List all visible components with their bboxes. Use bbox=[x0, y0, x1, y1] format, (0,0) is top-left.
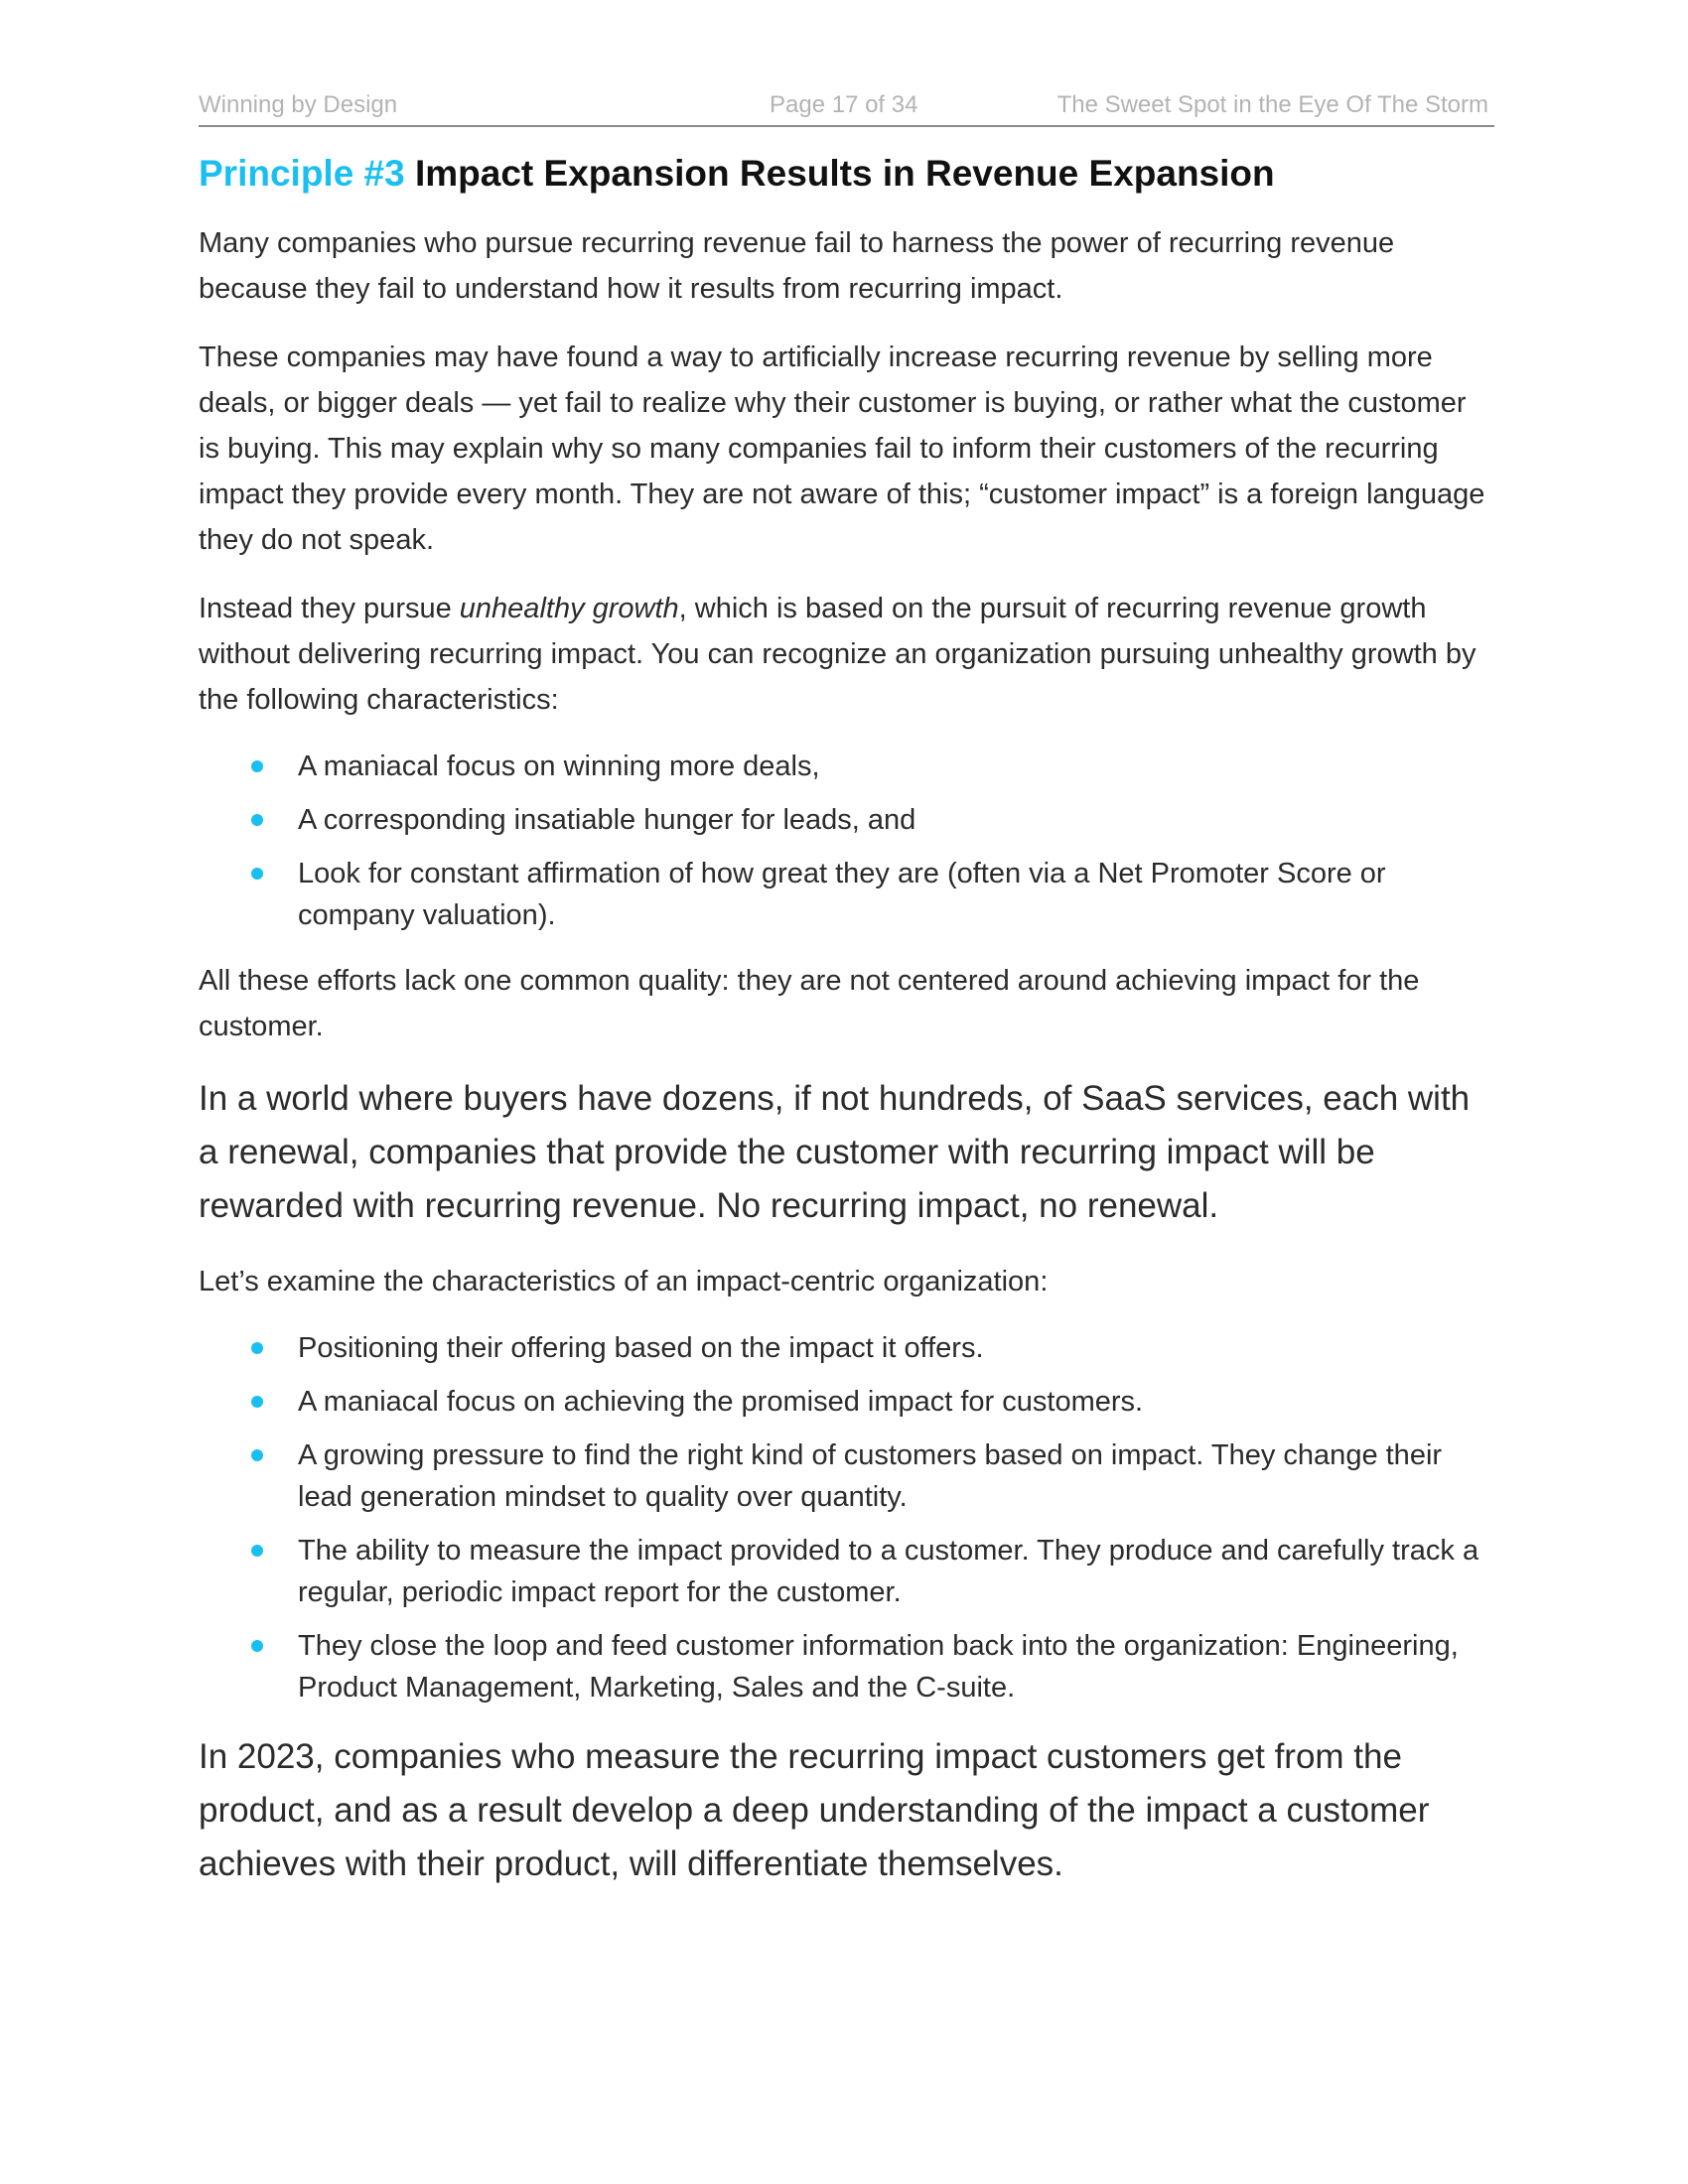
list-item: Look for constant affirmation of how great they are (often via a Net Promoter Score or company valuation). bbox=[199, 853, 1494, 936]
bullet-icon bbox=[251, 1640, 263, 1652]
bullet-icon bbox=[251, 1396, 263, 1408]
paragraph-impact-centric-intro: Let’s examine the characteristics of an impact-centric organization: bbox=[199, 1266, 1049, 1297]
unhealthy-characteristics-list bbox=[199, 746, 1494, 936]
list-item: A maniacal focus on achieving the promised impact for customers. bbox=[199, 1381, 1494, 1423]
page-content bbox=[199, 147, 1494, 1917]
list-item: Positioning their offering based on the impact it offers. bbox=[199, 1327, 1494, 1369]
emphasis-unhealthy-growth: unhealthy growth bbox=[459, 593, 679, 624]
bullet-icon bbox=[251, 1449, 263, 1461]
paragraph-artificial-growth: These companies may have found a way to artificially increase recurring revenue by selling more deals, or bigger deals — yet fail to realize why their customer is buying, or rather what the customer is buying. This may explain why so many companies fail to inform their customers of the recurring impact they provide every month. They are not aware of this; “customer impact” is a foreign language they do not speak. bbox=[199, 341, 1485, 556]
header-document-title: The Sweet Spot in the Eye Of The Storm bbox=[1056, 91, 1488, 118]
header-publisher: Winning by Design bbox=[199, 91, 398, 118]
callout-2023-differentiation: In 2023, companies who measure the recurring impact customers get from the product, and as a result develop a deep understanding of the impact a customer achieves with their product, will differentiate themselves. bbox=[199, 1737, 1430, 1883]
header-page-number: Page 17 of 34 bbox=[770, 91, 918, 118]
principle-number: Principle #3 bbox=[199, 153, 405, 194]
impact-characteristics-list bbox=[199, 1327, 1494, 1708]
list-item: They close the loop and feed customer information back into the organization: Engineering, Product Management, Marketing, Sales and the C-suite. bbox=[199, 1625, 1494, 1708]
paragraph-intro: Many companies who pursue recurring revenue fail to harness the power of recurring revenue because they fail to understand how it results from recurring impact. bbox=[199, 227, 1395, 305]
list-item: A corresponding insatiable hunger for leads, and bbox=[199, 799, 1494, 841]
paragraph-unhealthy-growth: Instead they pursue unhealthy growth, which is based on the pursuit of recurring revenue growth without delivering recurring impact. You can recognize an organization pursuing unhealthy growth by the following characteristics: bbox=[199, 593, 1477, 716]
section-title: Impact Expansion Results in Revenue Expansion bbox=[415, 153, 1275, 194]
section-heading bbox=[199, 147, 1494, 201]
paragraph-common-quality: All these efforts lack one common quality: they are not centered around achieving impact for the customer. bbox=[199, 965, 1420, 1042]
callout-recurring-impact: In a world where buyers have dozens, if not hundreds, of SaaS services, each with a renewal, companies that provide the customer with recurring impact will be rewarded with recurring revenue. No recurring impact, no renewal. bbox=[199, 1079, 1471, 1225]
bullet-icon bbox=[251, 1342, 263, 1354]
bullet-icon bbox=[251, 760, 263, 772]
running-header bbox=[199, 89, 1494, 127]
list-item: A growing pressure to find the right kind of customers based on impact. They change their lead generation mindset to quality over quantity. bbox=[199, 1434, 1494, 1518]
list-item: The ability to measure the impact provided to a customer. They produce and carefully track a regular, periodic impact report for the customer. bbox=[199, 1530, 1494, 1613]
bullet-icon bbox=[251, 868, 263, 880]
bullet-icon bbox=[251, 814, 263, 826]
bullet-icon bbox=[251, 1545, 263, 1557]
list-item: A maniacal focus on winning more deals, bbox=[199, 746, 1494, 787]
